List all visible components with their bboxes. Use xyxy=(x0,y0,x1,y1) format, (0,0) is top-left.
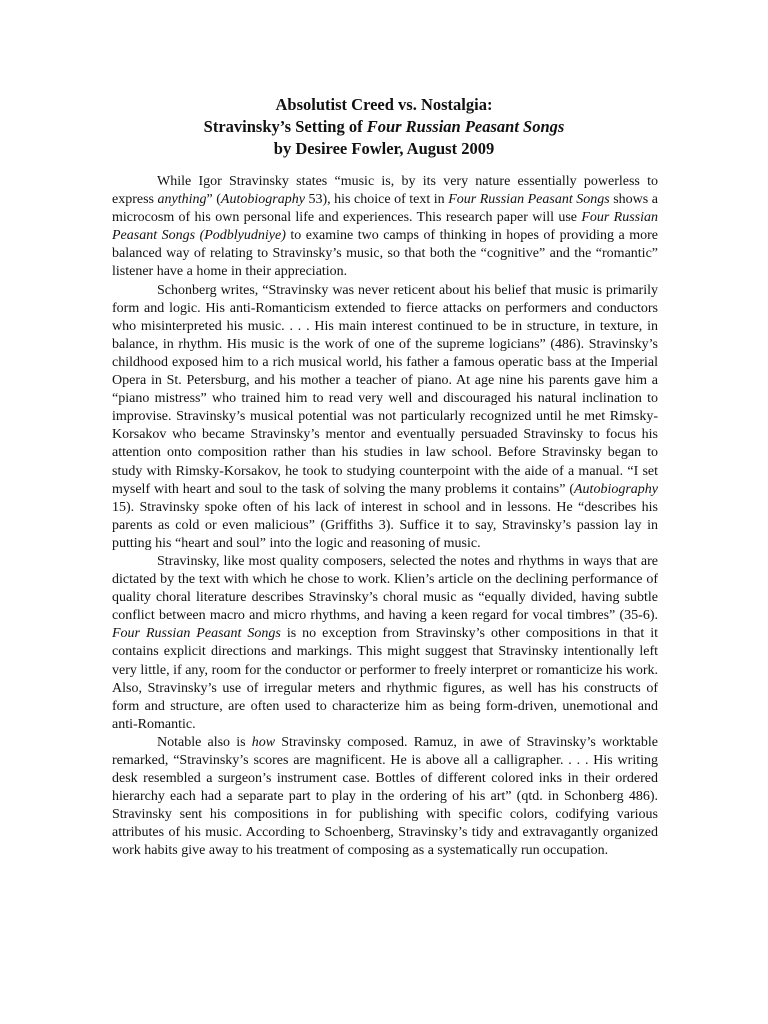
body-paragraph xyxy=(112,734,658,861)
body-paragraph xyxy=(112,553,658,734)
italic-text-run: Autobiography xyxy=(220,192,305,208)
text-run: is no exception from Stravinsky’s other compositions in that it contains explicit directions and markings. This might suggest that Stravinsky intentionally left very little, if any, room for the conductor or performer to freely interpret or romanticize his work. Also, Stravinsky’s use of irregular meters and rhythmic figures, as well has his constructs of form and structure, are often used to characterize him as being form-driven, unemotional and anti-Romantic. xyxy=(112,626,659,732)
text-run: Notable also is xyxy=(157,734,252,750)
text-run: 53), his choice of text in xyxy=(304,192,449,208)
italic-text-run: Autobiography xyxy=(574,481,658,497)
italic-text-run: anything xyxy=(157,192,207,208)
text-run: 15). Stravinsky spoke often of his lack of interest in school and in lessons. He “describes his parents as cold or even malicious” (Griffiths 3). Suffice it to say, Stravinsky’s passion lay in putting his “heart and soul” into the logic and reasoning of music. xyxy=(112,499,658,551)
italic-text-run: how xyxy=(251,734,276,750)
subtitle-prefix: Stravinsky’s Setting of xyxy=(203,117,367,136)
document-title-block xyxy=(0,94,768,160)
text-run: to examine two camps of thinking in hopes of providing a more balanced way of relating to Stravinsky’s music, so that both the “cognitive” and the “romantic” listener have a home in their appreciation. xyxy=(112,228,658,280)
text-run: Stravinsky, like most quality composers, selected the notes and rhythms in ways that are dictated by the text with which he chose to work. Klien’s article on the declining performance of quality choral literature describes Stravinsky’s choral music as “equally divided, having subtle conflict between macro and micro rhythms, and having a keen regard for vocal timbres” (35-6). xyxy=(112,553,658,624)
italic-text-run: Four Russian Peasant Songs xyxy=(448,192,610,208)
text-run: ” ( xyxy=(206,192,221,208)
document-title: Absolutist Creed vs. Nostalgia: xyxy=(275,95,493,114)
body-paragraph xyxy=(112,282,658,553)
text-run: While Igor Stravinsky states “music is, by its very nature essentially powerless to express xyxy=(112,174,658,208)
document-byline: by Desiree Fowler, August 2009 xyxy=(273,139,495,158)
document-body xyxy=(112,173,658,861)
text-run: Schonberg writes, “Stravinsky was never reticent about his belief that music is primarily form and logic. His anti-Romanticism extended to fierce attacks on performers and conductors who misinterpreted his music. . . . His main interest continued to be in structure, in texture, in balance, in rhythm. His music is the work of one of the supreme logicians” (486). Stravinsky’s childhood exposed him to a rich musical world, his father a famous operatic bass at the Imperial Opera in St. Petersburg, and his mother a teacher of piano. At age nine his parents gave him a “piano mistress” who trained him to read very well and discouraged his natural inclination to improvise. Stravinsky’s musical potential was not particularly recognized until he met Rimsky-Korsakov who became Stravinsky’s mentor and eventually persuaded Stravinsky to focus his attention onto composition rather than his studies in law school. Before Stravinsky began to study with Rimsky-Korsakov, he took to studying counterpoint with the aide of a manual. “I set myself with heart and soul to the task of solving the many problems it contains” ( xyxy=(112,282,658,497)
body-paragraph xyxy=(112,173,658,282)
text-run: shows a microcosm of his own personal life and experiences. This research paper will use xyxy=(112,192,658,226)
document-subtitle xyxy=(0,116,768,138)
italic-text-run: Four Russian Peasant Songs (Podblyudniye) xyxy=(112,210,658,244)
subtitle-work-title: Four Russian Peasant Songs xyxy=(366,117,565,136)
text-run: Stravinsky composed. Ramuz, in awe of Stravinsky’s worktable remarked, “Stravinsky’s scores are magnificent. He is above all a calligrapher. . . . His writing desk resembled a surgeon’s instrument case. Bottles of different colored inks in their ordered hierarchy each had a separate part to play in the ordering of his art” (qtd. in Schonberg 486). Stravinsky sent his compositions in for publishing with specific colors, codifying various attributes of his music. According to Schoenberg, Stravinsky’s tidy and extravagantly organized work habits give away to his treatment of composing as a systematically run occupation. xyxy=(112,734,658,859)
italic-text-run: Four Russian Peasant Songs xyxy=(112,626,281,642)
